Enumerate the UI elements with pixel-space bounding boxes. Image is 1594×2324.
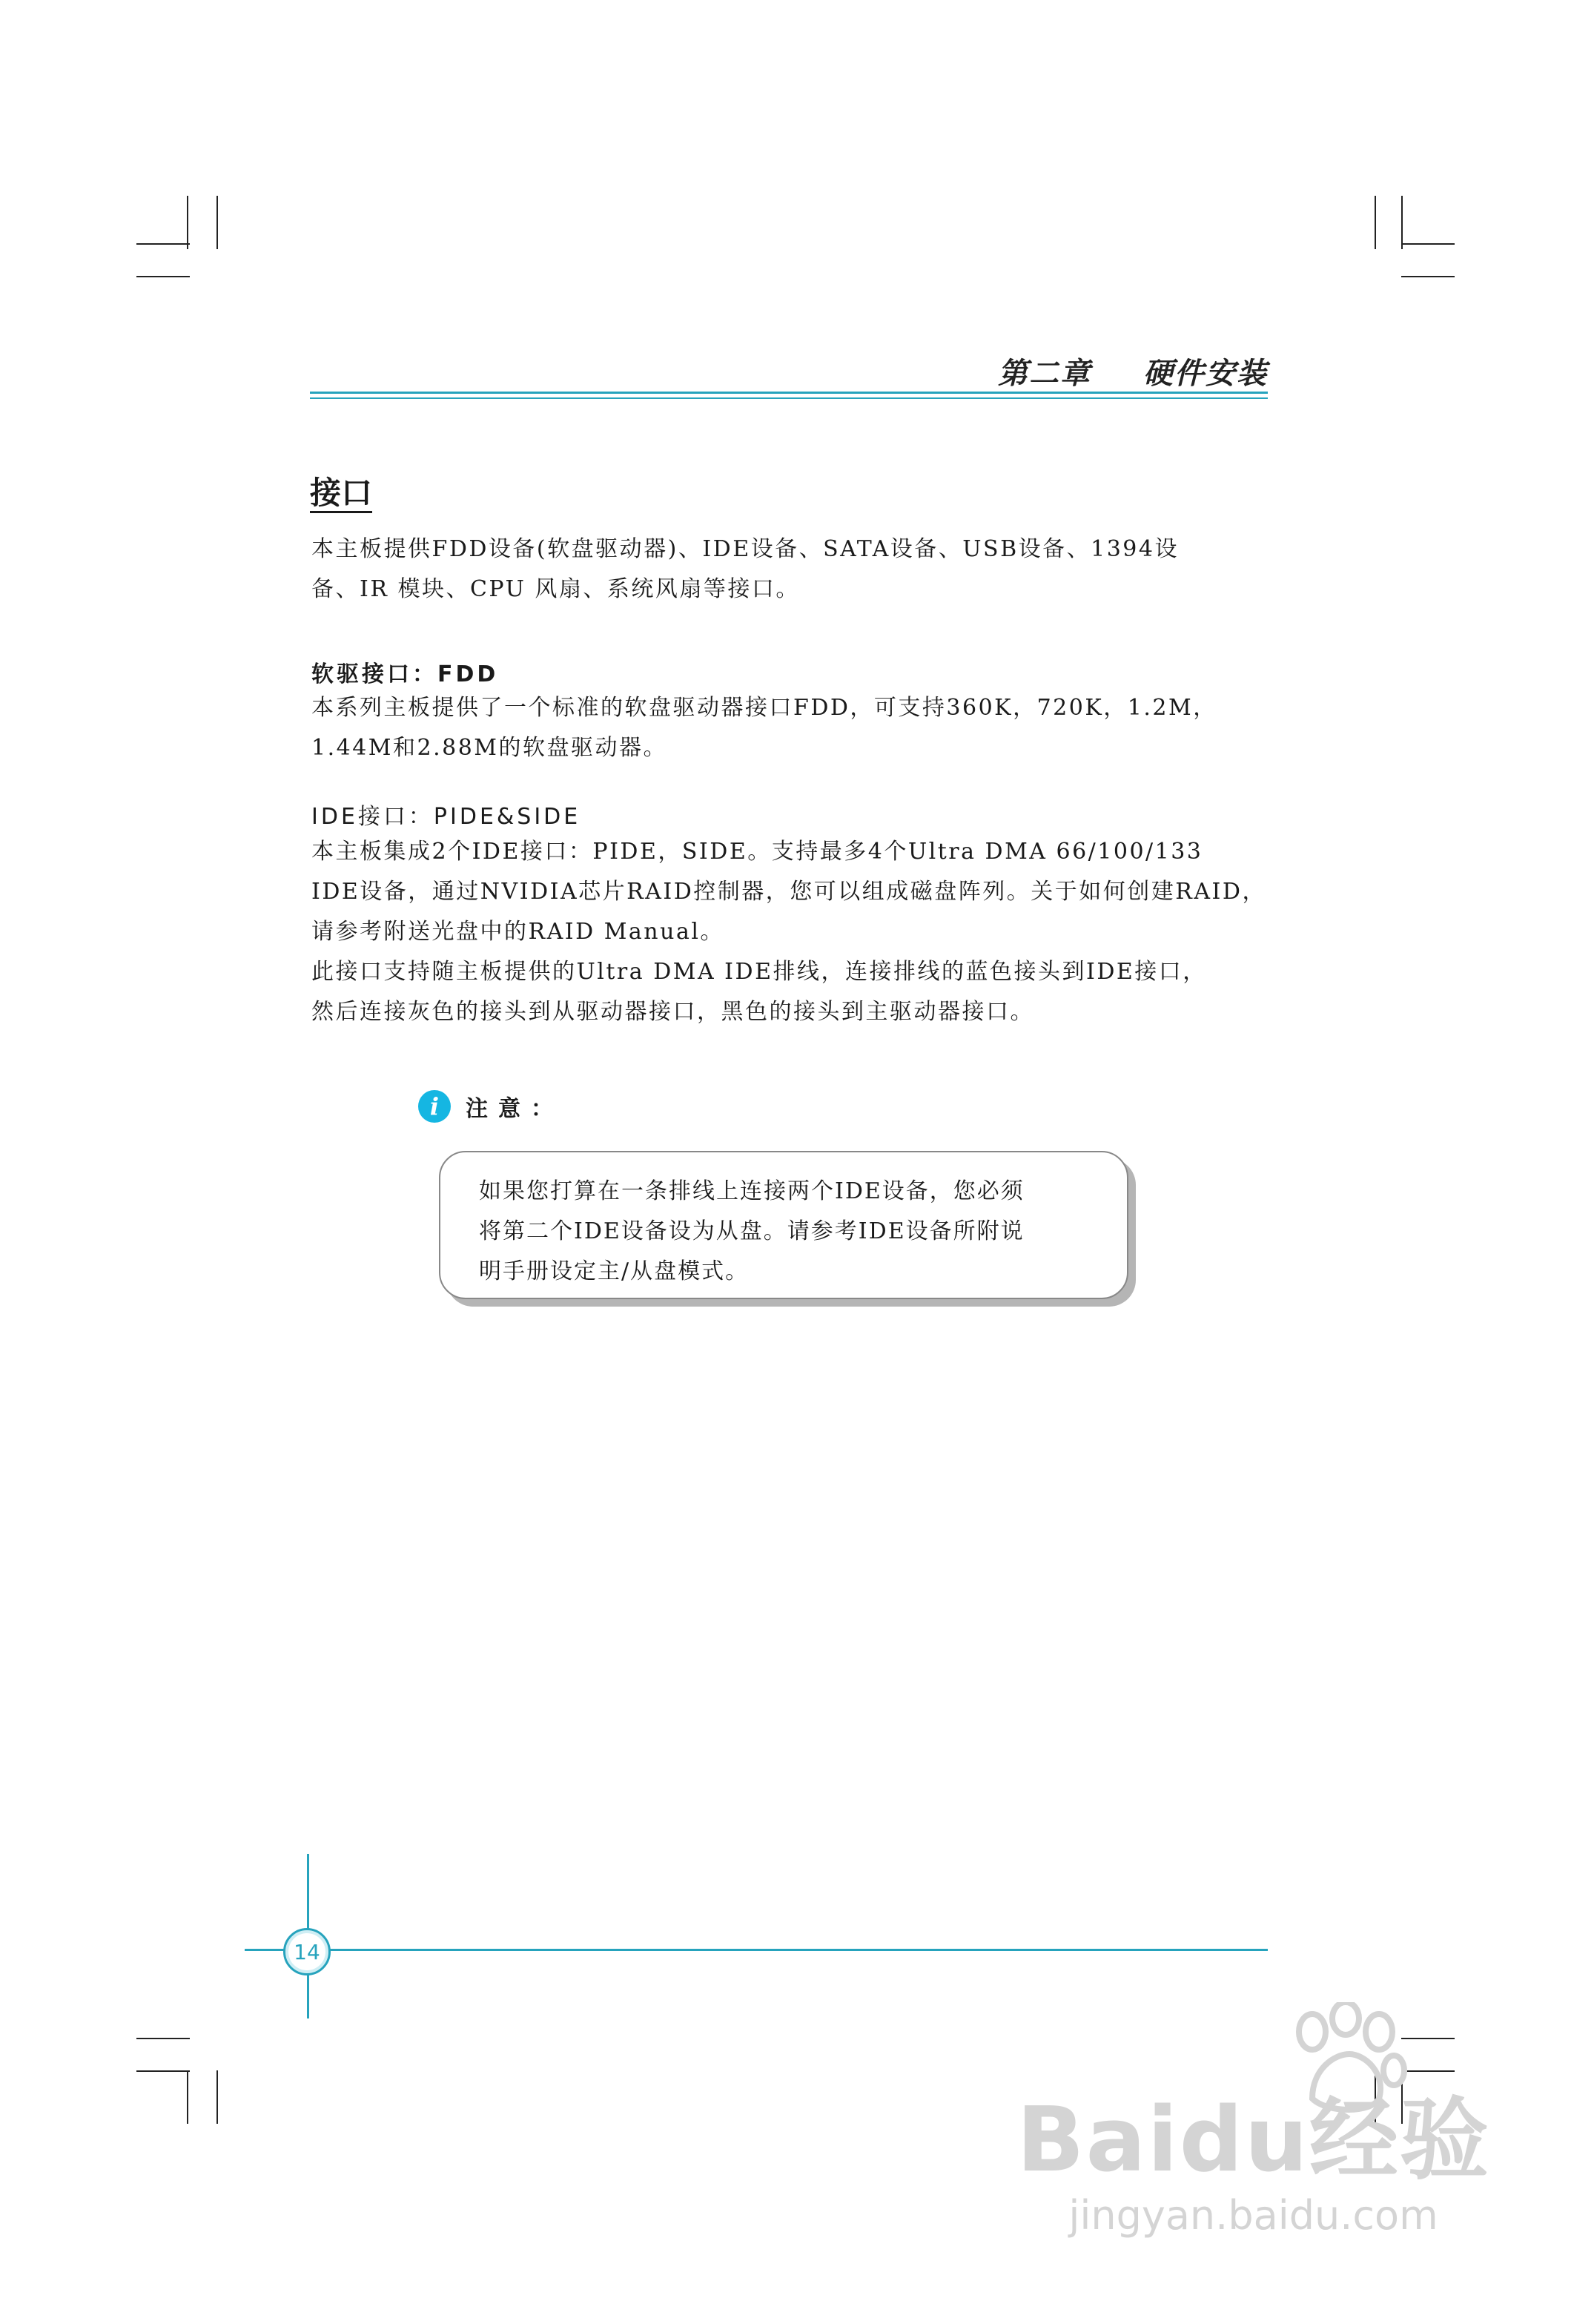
watermark-brand: Baidu经验 [1016, 2089, 1490, 2192]
crop-mark [136, 2070, 190, 2072]
crop-mark [1401, 276, 1455, 277]
ide-heading: IDE接口：PIDE&SIDE [311, 804, 581, 830]
note-header [418, 1090, 563, 1123]
fdd-heading: 软驱接口：FDD [311, 661, 499, 687]
crop-mark [1401, 196, 1403, 249]
paragraph-line: 备、IR 模块、CPU 风扇、系统风扇等接口。 [311, 576, 800, 602]
crop-mark [1401, 243, 1455, 245]
crop-mark [216, 196, 218, 249]
section-title: 接口 [310, 475, 373, 511]
paragraph-line: 然后连接灰色的接头到从驱动器接口，黑色的接头到主驱动器接口。 [311, 999, 1034, 1025]
crop-mark [187, 196, 188, 249]
page-number: 14 [283, 1928, 331, 1975]
intro-paragraph [311, 529, 1275, 610]
crop-mark [136, 276, 190, 277]
watermark [1016, 2069, 1490, 2239]
fdd-paragraph [311, 688, 1275, 768]
chapter-title: 硬件安装 [1143, 357, 1268, 391]
note-box [439, 1151, 1128, 1299]
note-line: 明手册设定主/从盘模式。 [479, 1258, 750, 1284]
note-line: 如果您打算在一条排线上连接两个IDE设备，您必须 [479, 1178, 1025, 1204]
info-icon: i [418, 1090, 451, 1123]
crop-mark [187, 2070, 188, 2124]
paragraph-line: 此接口支持随主板提供的Ultra DMA IDE排线，连接排线的蓝色接头到IDE接口， [311, 959, 1207, 985]
watermark-url: jingyan.baidu.com [1068, 2192, 1438, 2239]
paragraph-line: 1.44M和2.88M的软盘驱动器。 [311, 735, 668, 761]
header-rule [310, 397, 1268, 399]
crop-mark [1375, 196, 1376, 249]
crop-mark [136, 243, 190, 245]
chapter-header [998, 350, 1268, 392]
header-rule [310, 392, 1268, 394]
paragraph-line: 请参考附送光盘中的RAID Manual。 [311, 919, 724, 945]
crop-mark [1401, 2038, 1455, 2039]
paragraph-line: 本系列主板提供了一个标准的软盘驱动器接口FDD，可支持360K，720K，1.2M， [311, 695, 1217, 721]
paragraph-line: 本主板提供FDD设备(软盘驱动器)、IDE设备、SATA设备、USB设备、1394设 [311, 536, 1179, 562]
note-label: 注意： [466, 1096, 563, 1122]
ide-paragraph [311, 832, 1275, 1032]
crop-mark [216, 2070, 218, 2124]
note-line: 将第二个IDE设备设为从盘。请参考IDE设备所附说 [479, 1218, 1025, 1244]
footer-rule-horizontal [245, 1949, 1268, 1951]
crop-mark [136, 2038, 190, 2039]
chapter-number: 第二章 [998, 357, 1091, 391]
paragraph-line: 本主板集成2个IDE接口：PIDE，SIDE。支持最多4个Ultra DMA 66/100/133 [311, 839, 1203, 865]
paragraph-line: IDE设备，通过NVIDIA芯片RAID控制器，您可以组成磁盘阵列。关于如何创建RAID， [311, 879, 1266, 905]
